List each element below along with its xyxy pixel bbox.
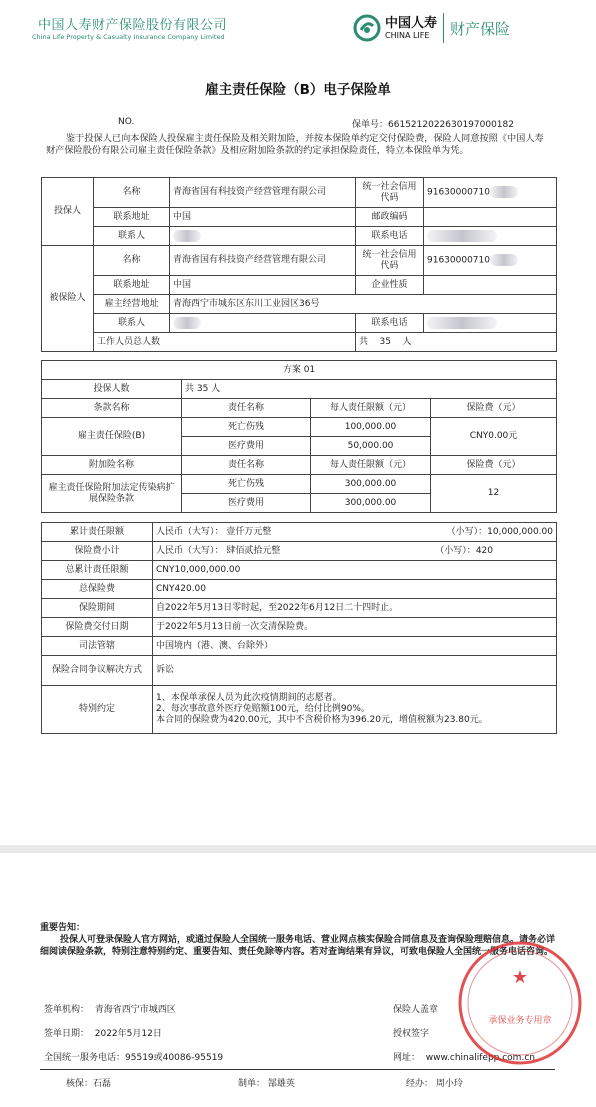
parties-table — [41, 177, 557, 352]
insured-address-label: 联系地址 — [94, 276, 170, 295]
premium-header: 保险费（元） — [431, 399, 557, 418]
grand-limit: CNY10,000,000.00 — [153, 561, 557, 580]
website-label: 网址： — [393, 1053, 421, 1063]
pay-date-label: 保险费交付日期 — [42, 618, 153, 637]
footer-divider — [40, 1069, 555, 1070]
addon-liability: 死亡伤残 — [182, 475, 311, 494]
applicant-credit-label: 统一社会信用代码 — [356, 178, 424, 208]
brand-name-cn: 中国人寿 — [385, 15, 438, 31]
premium-subtotal-lower-label: （小写）： — [435, 545, 476, 556]
insured-count: 共 35 人 — [182, 380, 557, 399]
total-premium-label: 总保险费 — [42, 580, 153, 599]
company-seal-stamp — [455, 938, 585, 1068]
summary-table — [41, 522, 557, 734]
applicant-name: 青海省国有科技资产经营管理有限公司 — [170, 178, 356, 208]
applicant-credit-cell — [424, 178, 557, 208]
sign-date-label: 签单日期： — [44, 1029, 90, 1039]
insured-nature-label: 企业性质 — [356, 276, 424, 295]
redaction-mark — [490, 186, 518, 198]
staff-count: 35 — [379, 336, 391, 347]
applicant-name-label: 名称 — [94, 178, 170, 208]
notice-title: 重要告知： — [40, 923, 86, 933]
addon-liability: 医疗费用 — [182, 494, 311, 513]
sign-date — [44, 1026, 162, 1039]
insured-phone — [424, 314, 557, 333]
applicant-postcode — [424, 208, 557, 227]
preparer-label: 制单： — [238, 1079, 266, 1089]
special-terms — [153, 686, 557, 734]
applicant-address: 中国 — [170, 208, 356, 227]
underwriter-value: 石磊 — [93, 1079, 112, 1089]
sign-org-label: 签单机构： — [44, 1005, 90, 1015]
special-line: 1、本保单承保人员为此次疫情期间的志愿者。 — [156, 693, 342, 703]
premium-subtotal-upper: 人民币（大写）： 肆佰贰拾元整 — [156, 545, 281, 556]
notice-body: 投保人可登录保险人官方网站，或通过保险人全国统一服务电话、营业网点核实保险合同信息及查询保险理赔信息。请务必详细阅读保险条款，特别注意特别约定、重要告知、责任免除等内容。若对查询结果有异议，可致电保险人全国统一服务电话咨询。 — [40, 935, 556, 957]
jurisdiction-label: 司法管辖 — [42, 637, 153, 656]
addon-limit: 300,000.00 — [311, 494, 431, 513]
total-limit-lower-label: （小写）： — [446, 526, 488, 537]
dispute: 诉讼 — [153, 656, 557, 686]
page-gap — [0, 845, 596, 853]
seal-label: 保险人盖章 — [393, 1005, 439, 1015]
insured-credit-label: 统一社会信用代码 — [356, 246, 424, 276]
handler-value: 周小玲 — [435, 1079, 463, 1089]
redaction-mark — [427, 230, 497, 242]
applicant-section-label: 投保人 — [42, 178, 94, 246]
liability-header: 责任名称 — [182, 399, 311, 418]
brand-name-en: CHINA LIFE — [385, 30, 430, 40]
document-title: 雇主责任保险（B）电子保险单 — [205, 82, 391, 98]
redaction-mark — [490, 254, 518, 266]
underwriter — [66, 1076, 111, 1089]
insured-section-label: 被保险人 — [42, 246, 94, 352]
addon-name-header: 附加险名称 — [42, 456, 182, 475]
limit-header: 每人责任限额（元） — [311, 456, 431, 475]
dispute-label: 保险合同争议解决方式 — [42, 656, 153, 686]
period: 自2022年5月13日零时起，至2022年6月12日二十四时止。 — [153, 599, 557, 618]
jurisdiction: 中国境内（港、澳、台除外） — [153, 637, 557, 656]
applicant-postcode-label: 邮政编码 — [356, 208, 424, 227]
total-limit-cell — [153, 523, 557, 542]
insured-biz-address: 青海西宁市城东区东川工业园区36号 — [170, 295, 557, 314]
premium-subtotal-cell — [153, 542, 557, 561]
insured-credit-code: 91630000710 — [427, 255, 490, 266]
insured-credit-cell — [424, 246, 557, 276]
handler — [406, 1076, 463, 1089]
preparer — [238, 1076, 295, 1089]
insured-phone-label: 联系电话 — [356, 314, 424, 333]
no-label: NO. — [118, 117, 135, 127]
main-premium: CNY0.00元 — [431, 418, 557, 456]
plan-table — [41, 360, 557, 513]
svg-text:★: ★ — [511, 967, 529, 988]
special-line: 本合同的保险费为420.00元，其中不含税价格为396.20元，增值税额为23.80元。 — [156, 715, 488, 725]
policy-number-value: 6615212022630197000182 — [388, 120, 514, 130]
premium-header: 保险费（元） — [431, 456, 557, 475]
applicant-phone-label: 联系电话 — [356, 227, 424, 246]
total-limit-lower: 10,000,000.00 — [487, 526, 553, 537]
main-limit: 100,000.00 — [311, 418, 431, 437]
clause-name-header: 条款名称 — [42, 399, 182, 418]
underwriter-label: 核保： — [66, 1079, 94, 1089]
insured-contact-label: 联系人 — [94, 314, 170, 333]
china-life-logo-icon — [353, 14, 381, 42]
hotline — [44, 1050, 223, 1063]
insured-nature — [424, 276, 557, 295]
applicant-contact — [170, 227, 356, 246]
limit-header: 每人责任限额（元） — [311, 399, 431, 418]
premium-subtotal-lower: 420 — [475, 545, 493, 556]
company-name-en: China Life Property & Casualty Insurance Company Limited — [32, 33, 225, 41]
total-premium: CNY420.00 — [153, 580, 557, 599]
brand-lockup — [353, 10, 510, 46]
main-clause-name: 雇主责任保险(B) — [42, 418, 182, 456]
period-label: 保险期间 — [42, 599, 153, 618]
plan-label: 方案 01 — [42, 361, 557, 380]
staff-total — [356, 333, 557, 352]
website-value[interactable]: www.chinalifepp.com.cn — [425, 1053, 535, 1063]
sign-org — [44, 1002, 176, 1015]
applicant-contact-label: 联系人 — [94, 227, 170, 246]
intro-paragraph: 鉴于投保人已向本保险人投保雇主责任保险及相关附加险，并按本保险单约定交付保险费，保险人同意按照《中国人寿财产保险股份有限公司雇主责任保险条款》及相应附加险条款的约定承担保险责任，特立本保险单为凭。 — [46, 133, 544, 156]
addon-clause-name: 雇主责任保险附加法定传染病扩展保险条款 — [42, 475, 182, 513]
brand-property: 财产保险 — [450, 19, 511, 38]
insured-contact — [170, 314, 356, 333]
redaction-mark — [173, 230, 201, 242]
applicant-address-label: 联系地址 — [94, 208, 170, 227]
insured-biz-address-label: 雇主经营地址 — [94, 295, 170, 314]
redaction-mark — [173, 317, 201, 329]
sign-date-value: 2022年5月12日 — [94, 1029, 162, 1039]
staff-prefix: 共 — [359, 336, 369, 347]
preparer-value: 郜雄英 — [267, 1079, 295, 1089]
sign-org-value: 青海省西宁市城西区 — [94, 1005, 176, 1015]
auth-sign-label: 授权签字 — [393, 1029, 430, 1039]
hotline-label: 全国统一服务电话： — [44, 1053, 126, 1063]
brand-divider — [443, 13, 444, 43]
applicant-credit-code: 91630000710 — [427, 187, 490, 198]
staff-total-label: 工作人员总人数 — [94, 333, 356, 352]
policy-number — [352, 117, 514, 130]
hotline-value: 95519或40086-95519 — [125, 1053, 224, 1063]
special-label: 特别约定 — [42, 686, 153, 734]
premium-subtotal-label: 保险费小计 — [42, 542, 153, 561]
policy-number-label: 保单号： — [352, 120, 389, 130]
insured-name-label: 名称 — [94, 246, 170, 276]
staff-unit: 人 — [402, 336, 412, 347]
insured-address: 中国 — [170, 276, 356, 295]
applicant-phone — [424, 227, 557, 246]
company-name-cn: 中国人寿财产保险股份有限公司 — [38, 18, 228, 33]
special-line: 2、每次事故意外医疗免赔额100元，给付比例90%。 — [156, 704, 370, 714]
stamp-sub-text: 承保业务专用章 — [488, 1016, 552, 1026]
redaction-mark — [427, 317, 497, 329]
grand-limit-label: 总累计责任限额 — [42, 561, 153, 580]
pay-date: 于2022年5月13日前一次交清保险费。 — [153, 618, 557, 637]
main-liability: 死亡伤残 — [182, 418, 311, 437]
total-limit-label: 累计责任限额 — [42, 523, 153, 542]
insured-count-label: 投保人数 — [42, 380, 182, 399]
handler-label: 经办： — [406, 1079, 434, 1089]
main-liability: 医疗费用 — [182, 437, 311, 456]
main-limit: 50,000.00 — [311, 437, 431, 456]
addon-premium: 12 — [431, 475, 557, 513]
addon-limit: 300,000.00 — [311, 475, 431, 494]
liability-header: 责任名称 — [182, 456, 311, 475]
total-limit-upper: 人民币（大写）： 壹仟万元整 — [156, 526, 272, 537]
insured-name: 青海省国有科技资产经营管理有限公司 — [170, 246, 356, 276]
